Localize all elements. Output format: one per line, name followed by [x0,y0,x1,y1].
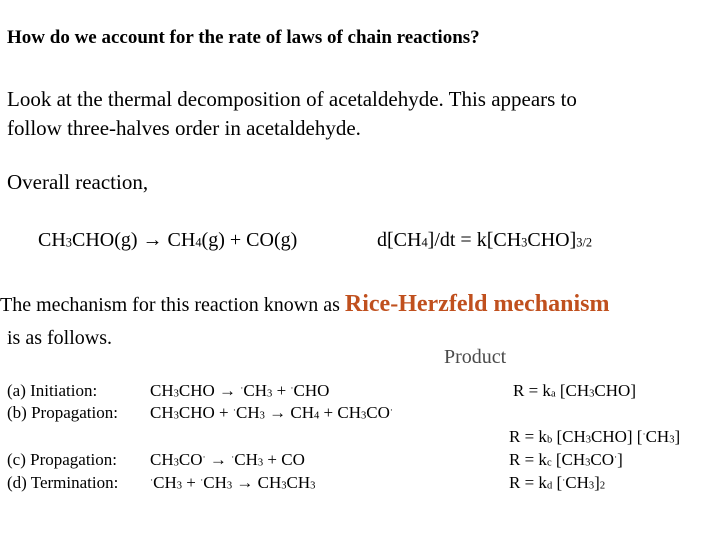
step-d-rate: $R = k_d$ $[^\cdot CH_3]_2$ [509,473,606,492]
step-a-rate: $R = k_a$ $[CH_3CHO]$ [513,381,636,400]
step-d-equation: $^\cdot CH_3 + ^\cdot CH_3 \to CH_3CH_3$ [150,473,316,492]
step-b-label: (b) Propagation: [7,403,118,422]
overall-rate-law: $d[CH_4]/dt = k[CH_3CHO]_{3/2}$ [377,229,593,251]
step-c-rate: $R = k_c$ $[CH_3CO^\cdot]$ [509,450,623,469]
step-c-label: (c) Propagation: [7,450,117,469]
overall-reaction-equation: $CH_3CHO(g) \to CH_4(g) + CO(g)$ [38,229,298,251]
step-d-label: (d) Termination: [7,473,119,492]
mechanism-intro-line-2: is as follows. [7,327,112,349]
slide-title: How do we account for the rate of laws of chain reactions? [7,27,480,48]
intro-line-2: follow three-halves order in acetaldehyde. [7,116,361,140]
step-b-equation: $CH_3CHO + ^\cdot CH_3 \to CH_4 + CH_3CO^\cdot$ [150,403,393,422]
product-column-header: Product [444,346,507,368]
intro-paragraph [7,85,577,143]
step-b-rate: $R = k_b$ $[CH_3CHO]$ $[^\cdot CH_3]$ [509,427,681,446]
overall-reaction-label: Overall reaction, [7,170,149,194]
mechanism-intro-line: The mechanism for this reaction known as Rice-Herzfeld mechanism [0,291,610,317]
mechanism-name: Rice-Herzfeld mechanism [344,291,610,317]
step-c-equation: $CH_3CO^\cdot \to ^\cdot CH_3$ + CO [150,450,305,469]
step-a-label: (a) Initiation: [7,381,98,400]
intro-line-1: Look at the thermal decomposition of acetaldehyde. This appears to [7,87,577,111]
step-a-equation: $CH_3CHO \to ^\cdot CH_3 + ^\cdot CHO$ [150,381,330,400]
